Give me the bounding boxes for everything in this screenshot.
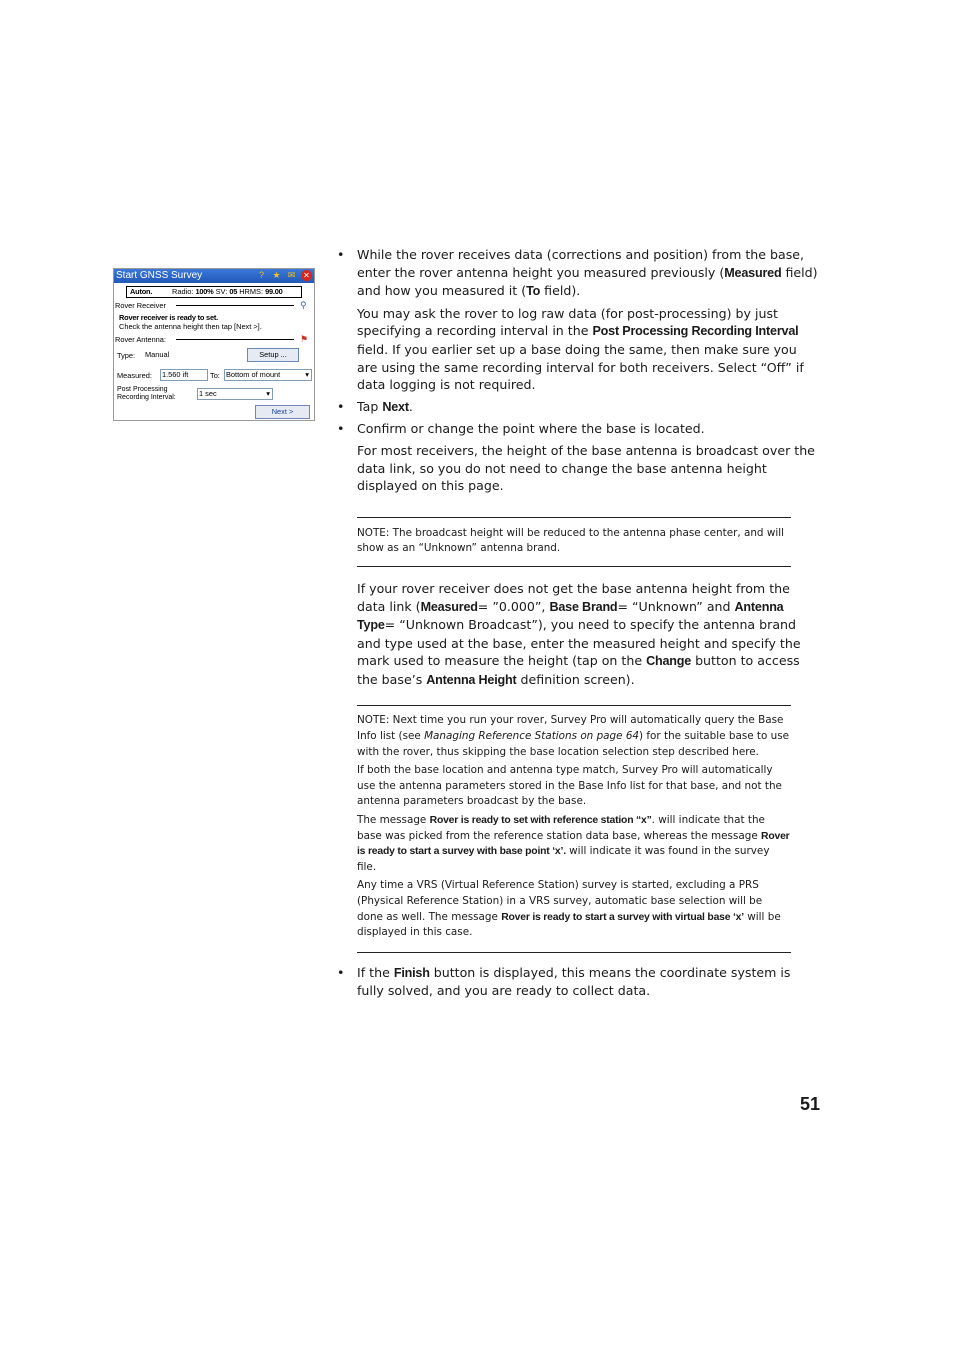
note-text: If both the base location and antenna type match, Survey Pro will automatically use the antenna parameters stored in the Base Info list for that base, and not the antenna parameters broadcast by the base.	[357, 764, 782, 808]
paragraph: Confirm or change the point where the base is located.	[357, 421, 705, 437]
radio-value: 100%	[195, 287, 214, 296]
paragraph: If your rover receiver does not get the base antenna height from the data link (Measured= ”0.000”, Base Brand= “Unknown” and Antenna Type= “Unknown Broadcast”), you need to specify the antenna brand and type used at the base, enter the measured height and specify the mark used to measure the height (tap on the Change button to access the base’s Antenna Height definition screen).	[357, 580, 801, 687]
paragraph: While the rover receives data (corrections and position) from the base, enter the rover antenna height you measured previously (Measured field) and how you measured it (To field).	[357, 247, 818, 299]
rover-receiver-label: Rover Receiver	[115, 301, 166, 310]
status-message-line1: Rover receiver is ready to set.	[119, 313, 218, 322]
paragraph: Tap Next.	[357, 398, 413, 414]
divider	[176, 305, 294, 306]
rover-antenna-label: Rover Antenna:	[115, 335, 166, 344]
bullet-glyph: •	[337, 421, 345, 437]
device-screenshot	[113, 268, 315, 421]
bullet-item	[337, 964, 821, 1000]
recording-interval-select[interactable]	[197, 388, 273, 400]
note-text: NOTE: The broadcast height will be reduced to the antenna phase center, and will show as an “Unknown” antenna brand.	[357, 526, 784, 555]
type-value: Manual	[145, 350, 170, 359]
hrms-value: 99.00	[265, 287, 283, 296]
status-bar	[126, 286, 302, 298]
bullet-item	[337, 246, 821, 301]
chevron-down-icon: ▾	[266, 389, 270, 398]
to-label: To:	[210, 371, 220, 380]
note-text: Any time a VRS (Virtual Reference Station) survey is started, excluding a PRS (Physical Reference Station) in a VRS survey, automatic base selection will be done as well. The message Rover is ready to start a survey with virtual base ‘x’ will be displayed in this case.	[357, 879, 781, 939]
bullet-item	[337, 420, 821, 438]
setup-button[interactable]: Setup ...	[247, 348, 299, 362]
paragraph: For most receivers, the height of the base antenna is broadcast over the data link, so you do not need to change the base antenna height displayed on this page.	[357, 442, 815, 494]
type-label: Type:	[117, 351, 136, 360]
divider	[176, 339, 294, 340]
page-number: 51	[800, 1094, 821, 1114]
to-select-value: Bottom of mount	[226, 370, 281, 379]
close-icon[interactable]: ✕	[301, 270, 312, 281]
chevron-down-icon: ▾	[305, 370, 309, 379]
radio-label: Radio:	[172, 287, 194, 296]
star-icon[interactable]: ★	[272, 270, 281, 280]
antenna-icon[interactable]: ⚑	[300, 334, 309, 344]
sv-label: SV:	[215, 287, 228, 296]
main-content	[337, 246, 821, 1004]
help-icon[interactable]: ?	[258, 270, 264, 280]
to-select[interactable]	[224, 369, 312, 381]
bullet-item	[337, 398, 821, 417]
measured-label: Measured:	[117, 371, 152, 380]
receiver-icon[interactable]: ⚲	[300, 300, 307, 310]
bullet-glyph: •	[337, 964, 345, 980]
measured-input[interactable]: 1.560 ift	[160, 369, 208, 381]
recording-interval-value: 1 sec	[199, 389, 217, 398]
note-text: NOTE: Next time you run your rover, Survey Pro will automatically query the Base Info list (see Managing Reference Stations on page 64) for the suitable base to use with the rover, thus skipping the base location selection step described here.	[357, 714, 790, 758]
note-box	[357, 705, 791, 952]
satellite-icon[interactable]: ✉	[287, 270, 296, 280]
note-box	[357, 517, 791, 567]
paragraph: If the Finish button is displayed, this means the coordinate system is fully solved, and you are ready to collect data.	[357, 964, 791, 999]
window-titlebar	[114, 269, 314, 283]
next-button[interactable]: Next >	[255, 405, 310, 419]
hrms-label: HRMS:	[239, 287, 264, 296]
sv-value: 05	[229, 287, 238, 296]
paragraph: You may ask the rover to log raw data (for post-processing) by just specifying a recording interval in the Post Processing Recording Interval field. If you earlier set up a base doing the same, then make sure you are using the same recording interval for both receivers. Select “Off” if data logging is not required.	[357, 305, 804, 393]
status-message-line2: Check the antenna height then tap [Next >].	[119, 322, 262, 331]
window-title: Start GNSS Survey	[116, 270, 203, 281]
bullet-glyph: •	[337, 398, 345, 414]
ppri-label-line1: Post Processing	[117, 386, 168, 393]
ppri-label-line2: Recording Interval:	[117, 394, 176, 401]
status-mode: Auton.	[130, 287, 153, 296]
bullet-glyph: •	[337, 247, 345, 262]
note-text: The message Rover is ready to set with reference station “x”. will indicate that the base was picked from the reference station data base, whereas the message Rover is ready to start a survey with base point ‘x’. will indicate it was found in the survey file.	[357, 814, 790, 873]
